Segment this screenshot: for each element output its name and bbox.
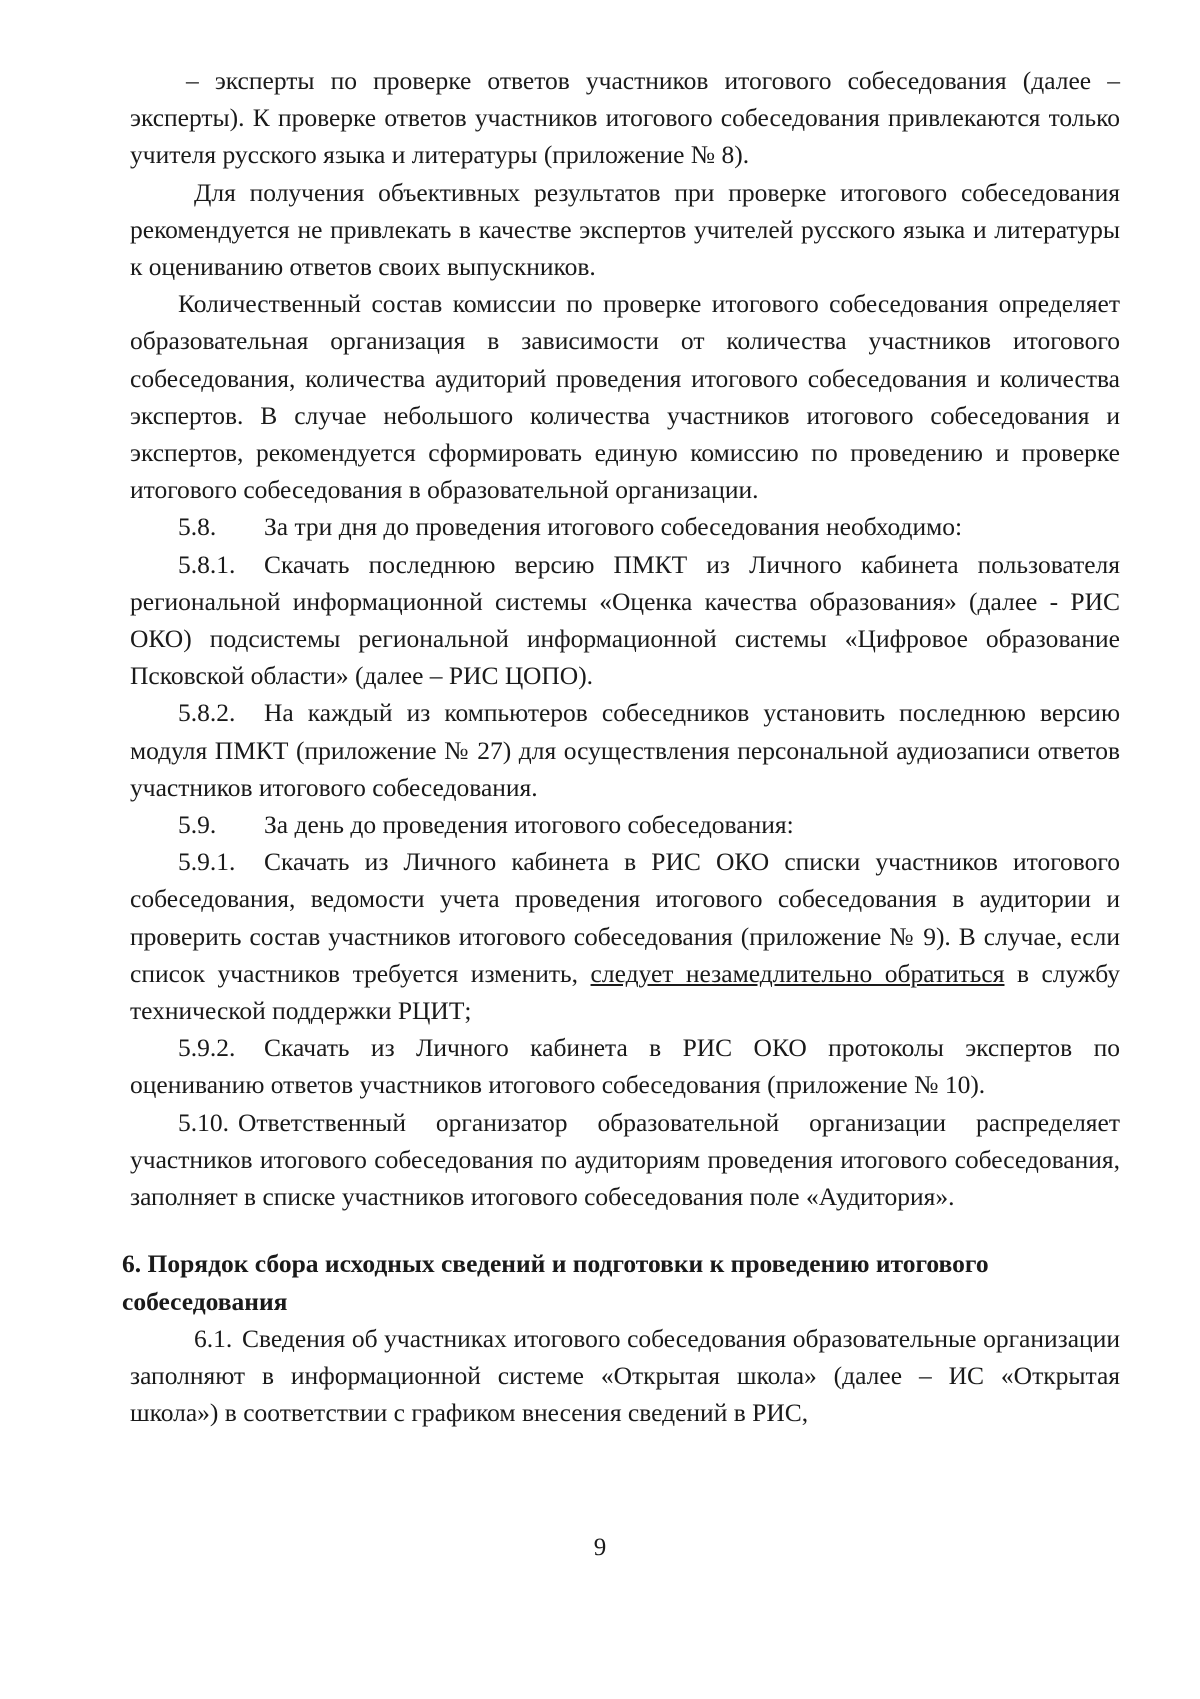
- clause-number: 5.9.2.: [178, 1033, 236, 1063]
- clause-5-8-1: [130, 546, 1120, 695]
- clause-text: Скачать из Личного кабинета в РИС ОКО протоколы экспертов по оцениванию ответов участников итогового собеседования (приложение № 10).: [130, 1033, 1120, 1100]
- clause-number: 5.8.1.: [178, 549, 236, 579]
- clause-number: 5.10.: [178, 1107, 229, 1137]
- paragraph-experts: – эксперты по проверке ответов участников итогового собеседования (далее – эксперты). К проверке ответов участников итогового собеседования привлекаются только учителя русского языка и литературы (приложение № 8).: [130, 66, 1120, 170]
- section-heading: [122, 1245, 1150, 1319]
- clause-number: 5.9.1.: [178, 847, 236, 877]
- clause-5-10: [130, 1104, 1120, 1216]
- clause-text-end: в службу технической поддержки РЦИТ;: [130, 958, 1120, 1026]
- clause-text: За день до проведения итогового собеседования:: [264, 810, 794, 840]
- clause-number: 5.8.: [178, 512, 217, 542]
- clause-6-1: [130, 1320, 1120, 1432]
- clause-5-9-1: [130, 843, 1120, 1029]
- clause-5-9: [130, 806, 1120, 843]
- section-gap: [130, 1215, 1120, 1245]
- clause-5-9-2: [130, 1029, 1120, 1103]
- clause-number: 6.1.: [194, 1323, 233, 1353]
- clause-5-8-2: [130, 694, 1120, 806]
- clause-text: Сведения об участниках итогового собеседования образовательные организации заполняют в информационной системе «Открытая школа» (далее – ИС «Открытая школа») в соответствии с графиком внесения сведений в РИС,: [130, 1323, 1120, 1428]
- page-number: 9: [593, 1534, 607, 1561]
- heading-line-1: 6. Порядок сбора исходных сведений и подготовки к проведению итогового: [122, 1249, 989, 1279]
- document-page: [122, 62, 1120, 1431]
- clause-text: Ответственный организатор образовательной организации распределяет участников итогового собеседования по аудиториям проведения итогового собеседования, заполняет в списке участников итогового собеседования поле «Аудитория».: [130, 1107, 1120, 1212]
- clause-text: За три дня до проведения итогового собеседования необходимо:: [264, 512, 963, 542]
- clause-5-8: [130, 508, 1120, 545]
- clause-text: На каждый из компьютеров собеседников установить последнюю версию модуля ПМКТ (приложение № 27) для осуществления персональной аудиозаписи ответов участников итогового собеседования.: [130, 698, 1120, 802]
- heading-line-2: собеседования: [122, 1286, 288, 1316]
- clause-text: Скачать из Личного кабинета в РИС ОКО списки участников итогового собеседования, ведомости учета проведения итогового собеседования в аудитории и проверить состав участников итогового собеседования (приложение № 9). В случае, если список участников требуется изменить,: [130, 847, 1120, 988]
- clause-text: Скачать последнюю версию ПМКТ из Личного кабинета пользователя региональной информационной системы «Оценка качества образования» (далее - РИС ОКО) подсистемы региональной информационной системы «Цифровое образование Псковской области» (далее – РИС ЦОПО).: [130, 549, 1120, 691]
- clause-number: 5.8.2.: [178, 698, 236, 728]
- paragraph-objective-results: Для получения объективных результатов при проверке итогового собеседования рекомендуется не привлекать в качестве экспертов учителей русского языка и литературы к оцениванию ответов своих выпускников.: [130, 177, 1120, 282]
- clause-number: 5.9.: [178, 810, 217, 840]
- paragraph-commission-composition: Количественный состав комиссии по проверке итогового собеседования определяет образовательная организация в зависимости от количества участников итогового собеседования, количества аудиторий проведения итогового собеседования и количества экспертов. В случае небольшого количества участников итогового собеседования и экспертов, рекомендуется сформировать единую комиссию по проведению и проверке итогового собеседования в образовательной организации.: [130, 289, 1120, 505]
- underlined-text: следует незамедлительно обратиться: [590, 958, 1005, 988]
